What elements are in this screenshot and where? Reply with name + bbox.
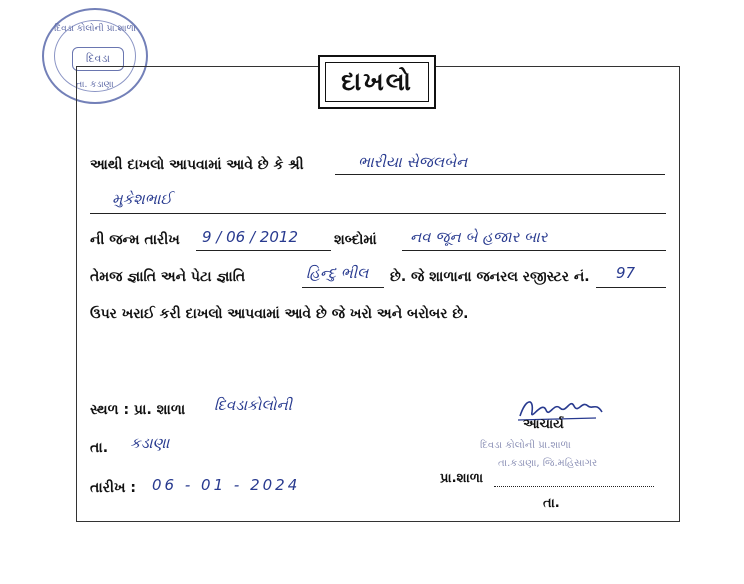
father-name-underline <box>90 213 666 214</box>
stamp-top-text: દિવડા કોલોની પ્રા.શાળા <box>54 24 136 34</box>
place-label: સ્થળ : પ્રા. શાળા <box>90 402 186 418</box>
register-text: છે. જે શાળાના જનરલ રજીસ્ટર નં. <box>390 269 590 285</box>
taluka-value: કડાણા <box>130 434 170 452</box>
caste-underline <box>302 287 384 288</box>
place-value: દિવડાકોલોની <box>214 396 292 414</box>
school-dotted-line <box>494 486 654 487</box>
dob-words-underline <box>402 250 666 251</box>
principal-stamp-line2: તા.કડાણા, જિ.મહિસાગર <box>498 458 598 469</box>
register-underline <box>596 287 666 288</box>
caste-value: હિન્દુ ભીલ <box>306 264 369 282</box>
principal-stamp-line1: દિવડા કોલોની પ્રા.શાળા <box>480 440 571 451</box>
register-no: 97 <box>616 264 636 282</box>
stamp-center-text: દિવડા <box>72 47 124 71</box>
dob-value: 9 / 06 / 2012 <box>202 228 298 246</box>
date-value: 06 - 01 - 2024 <box>152 476 301 494</box>
ta-label: તા. <box>543 496 560 511</box>
closing-text: ઉપર ખરાઈ કરી દાખલો આપવામાં આવે છે જે ખરો અને બરોબર છે. <box>90 306 469 322</box>
caste-prefix: તેમજ જ્ઞાતિ અને પેટા જ્ઞાતિ <box>90 269 246 285</box>
certificate-border <box>76 66 680 522</box>
stamp-bottom-text: તા. કડાણા <box>76 80 114 90</box>
dob-words-label: શબ્દોમાં <box>334 232 377 248</box>
dob-prefix: ની જન્મ તારીખ <box>90 232 180 248</box>
taluka-label: તા. <box>90 440 109 456</box>
title-box <box>318 55 436 109</box>
school-label: પ્રા.શાળા <box>440 471 484 486</box>
dob-underline <box>196 250 331 251</box>
date-label: તારીખ : <box>90 480 136 496</box>
line1-prefix: આથી દાખલો આપવામાં આવે છે કે શ્રી <box>90 157 304 173</box>
name-underline <box>335 174 665 175</box>
certificate-title: દાખલો <box>325 62 429 102</box>
father-name: મુકેશભાઈ <box>112 190 173 208</box>
principal-label: આચાર્ય <box>523 417 564 432</box>
student-name: ભારીયા સેજલબેન <box>358 153 468 171</box>
dob-words: નવ જૂન બે હજાર બાર <box>410 228 548 246</box>
